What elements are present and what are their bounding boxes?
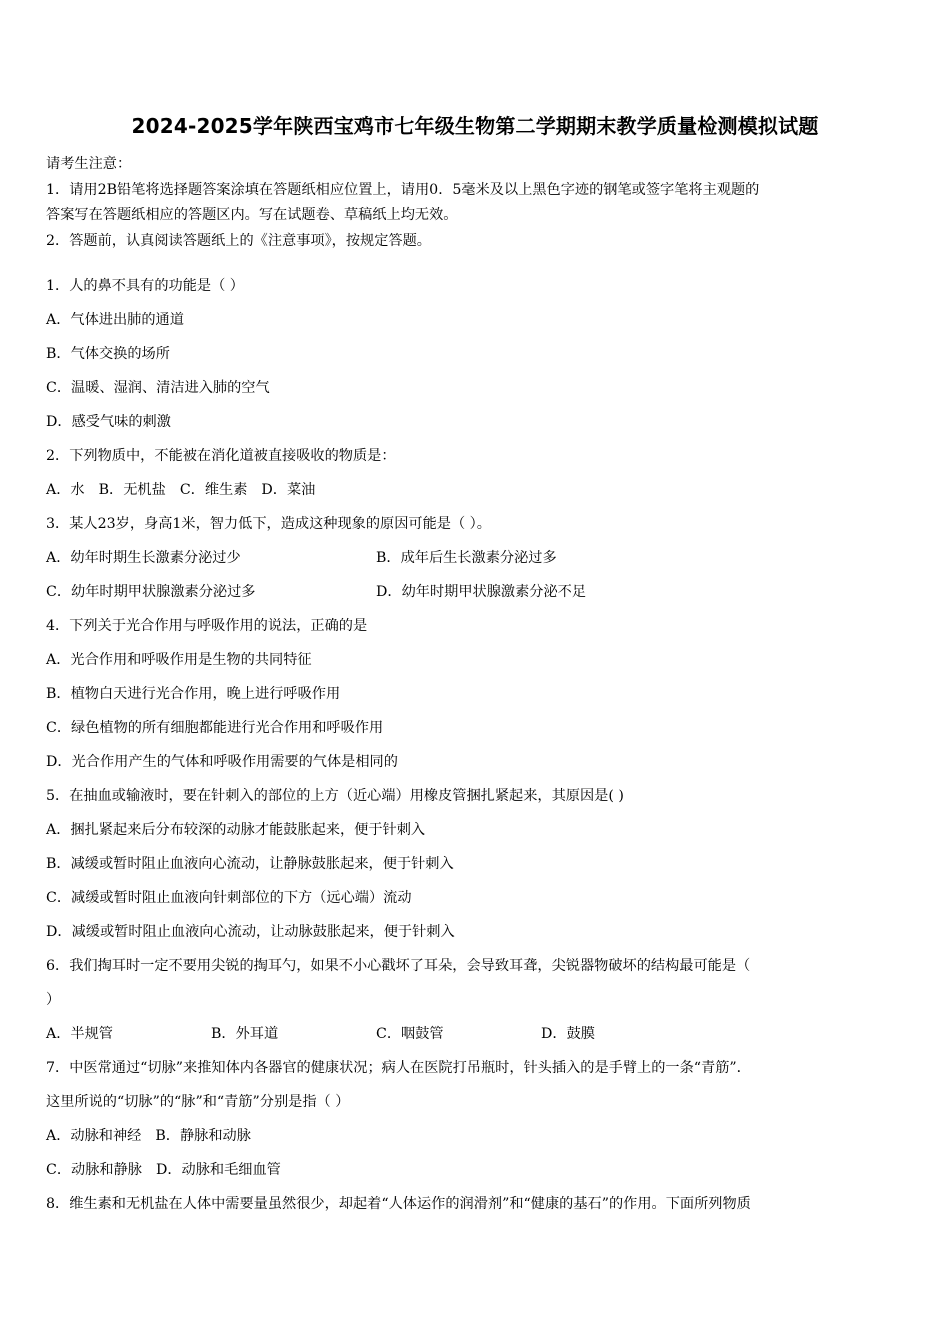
answer-option: C．咽鼓管 <box>376 1026 444 1042</box>
answer-option: C．动脉和静脉 <box>46 1162 142 1178</box>
answer-option: B．无机盐 <box>98 482 166 498</box>
answer-option-row <box>46 543 908 577</box>
answer-option-row <box>46 1155 908 1189</box>
question-stem: 3．某人23岁，身高1米，智力低下，造成这种现象的原因可能是（ ）。 <box>46 516 491 532</box>
answer-option: A．动脉和神经 <box>46 1128 142 1144</box>
question-list <box>46 271 908 1223</box>
answer-option: C．幼年时期甲状腺激素分泌过多 <box>46 584 256 600</box>
answer-option: A．半规管 <box>46 1026 113 1042</box>
question-stem: 6．我们掏耳时一定不要用尖锐的掏耳勺，如果不小心戳坏了耳朵，会导致耳聋，尖锐器物破坏的结构最可能是（ <box>46 958 751 974</box>
answer-option: A．气体进出肺的通道 <box>46 312 184 328</box>
answer-option: B．植物白天进行光合作用，晚上进行呼吸作用 <box>46 686 341 702</box>
answer-option: B．成年后生长激素分泌过多 <box>376 550 557 566</box>
question-stem: 4．下列关于光合作用与呼吸作用的说法，正确的是 <box>46 618 368 634</box>
answer-option: D．幼年时期甲状腺激素分泌不足 <box>376 584 587 600</box>
answer-option: B．静脉和动脉 <box>155 1128 251 1144</box>
answer-option-row <box>46 1121 908 1155</box>
exam-notes <box>46 152 906 254</box>
answer-option: D．鼓膜 <box>541 1026 595 1042</box>
answer-option: D．菜油 <box>261 482 316 498</box>
answer-option: C．温暖、湿润、清洁进入肺的空气 <box>46 380 270 396</box>
notes-item: 1．请用2B铅笔将选择题答案涂填在答题纸相应位置上，请用0．5毫米及以上黑色字迹的钢笔或签字笔将主观题的 <box>46 181 760 198</box>
answer-option: C．减缓或暂时阻止血液向针刺部位的下方（远心端）流动 <box>46 890 412 906</box>
answer-option: B．外耳道 <box>211 1026 279 1042</box>
exam-title: 2024-2025学年陕西宝鸡市七年级生物第二学期期末教学质量检测模拟试题 <box>131 114 819 138</box>
answer-option: A．水 <box>46 482 85 498</box>
answer-option: C．维生素 <box>179 482 248 498</box>
answer-option-row <box>46 1019 908 1053</box>
question-stem: 8．维生素和无机盐在人体中需要量虽然很少，却起着“人体运作的润滑剂”和“健康的基石”的作用。下面所列物质 <box>46 1196 751 1212</box>
answer-option: D．光合作用产生的气体和呼吸作用需要的气体是相同的 <box>46 754 398 770</box>
question-stem: 2．下列物质中，不能被在消化道被直接吸收的物质是： <box>46 448 396 464</box>
answer-option: B．气体交换的场所 <box>46 346 170 362</box>
answer-option: D．感受气味的刺激 <box>46 414 171 430</box>
notes-item: 2．答题前，认真阅读答题纸上的《注意事项》，按规定答题。 <box>46 232 431 249</box>
answer-option: D．动脉和毛细血管 <box>155 1162 281 1178</box>
notes-heading: 请考生注意： <box>46 156 132 172</box>
question-stem: 5．在抽血或输液时，要在针刺入的部位的上方（近心端）用橡皮管捆扎紧起来，其原因是( ) <box>46 788 624 804</box>
answer-option: B．减缓或暂时阻止血液向心流动，让静脉鼓胀起来，便于针刺入 <box>46 856 454 872</box>
answer-option: D．减缓或暂时阻止血液向心流动，让动脉鼓胀起来，便于针刺入 <box>46 924 455 940</box>
answer-option: C．绿色植物的所有细胞都能进行光合作用和呼吸作用 <box>46 720 384 736</box>
question-stem-continued: ） <box>46 992 61 1008</box>
answer-option: A．光合作用和呼吸作用是生物的共同特征 <box>46 652 312 668</box>
answer-option-row <box>46 475 908 509</box>
answer-option: A．捆扎紧起来后分布较深的动脉才能鼓胀起来，便于针刺入 <box>46 822 426 838</box>
question-stem: 1．人的鼻不具有的功能是（ ） <box>46 278 244 294</box>
question-stem: 7．中医常通过“切脉”来推知体内各器官的健康状况；病人在医院打吊瓶时，针头插入的是手臂上的一条“青筋”． <box>46 1060 751 1076</box>
question-stem-continued: 这里所说的“切脉”的“脉”和“青筋”分别是指（ ） <box>46 1094 350 1110</box>
answer-option-row <box>46 577 908 611</box>
notes-item: 答案写在答题纸相应的答题区内。写在试题卷、草稿纸上均无效。 <box>46 207 458 223</box>
answer-option: A．幼年时期生长激素分泌过少 <box>46 550 241 566</box>
